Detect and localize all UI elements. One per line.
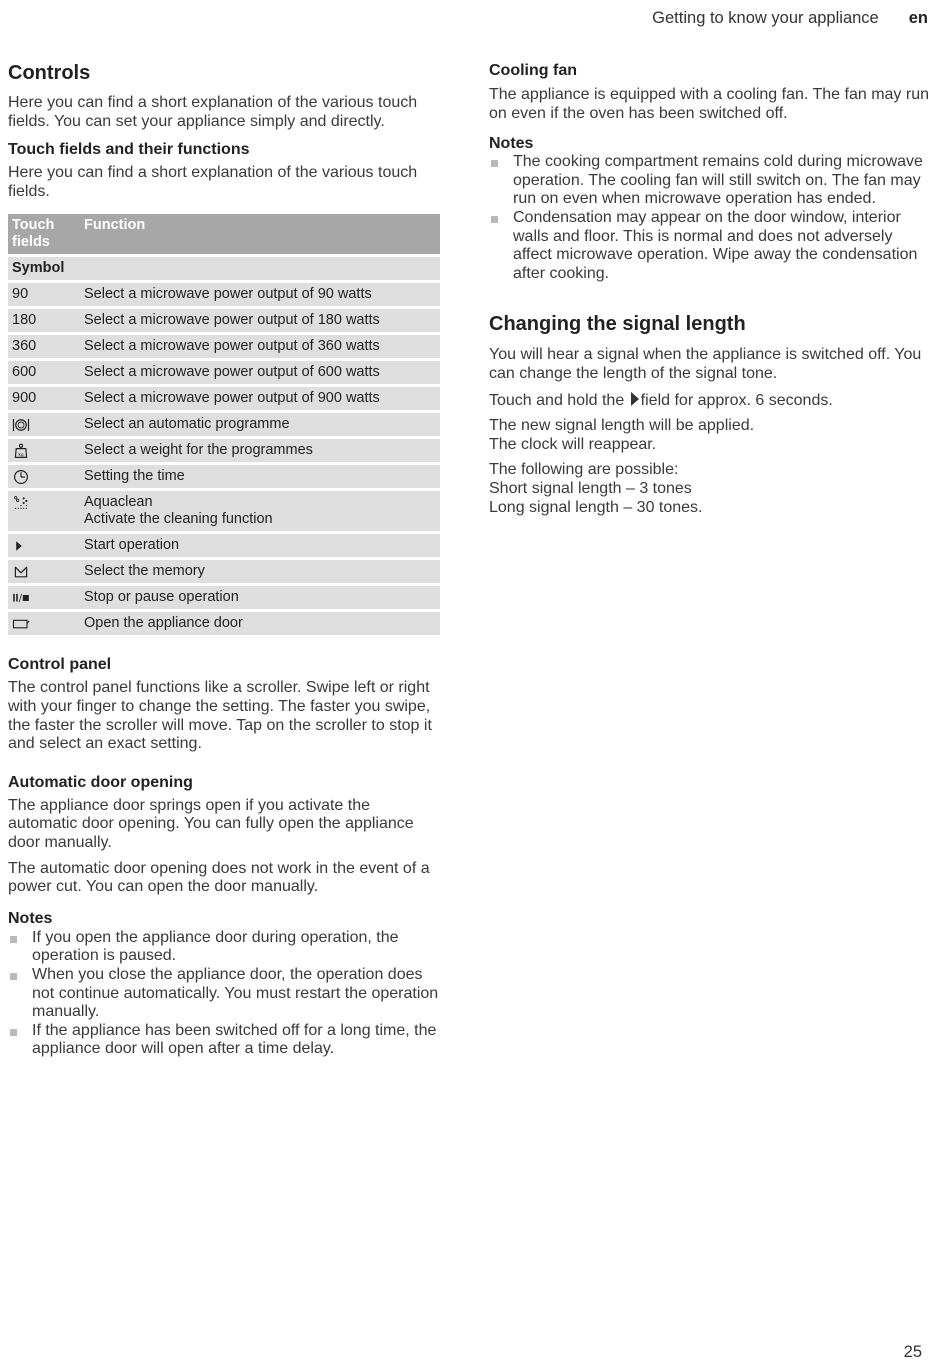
controls-intro: Here you can find a short explanation of the various touch fields. You can set your appliance simply and directly. [8,94,418,130]
touch-fields-intro: Here you can find a short explanation of the various touch fields. [8,164,418,200]
controls-title: Controls [8,62,91,84]
start-icon [12,538,30,554]
signal-text-3: The new signal length will be applied. The clock will reappear. [489,417,755,453]
table-row [8,491,440,531]
function-text: Select an automatic programme [80,413,440,436]
signal-text-2: Touch and hold the field for approx. 6 seconds. [489,391,833,409]
list-item: The cooking compartment remains cold during microwave operation. The cooling fan will still switch on. The fan may run on even when microwave operation has ended. [489,153,929,209]
touch-fields-table [8,211,440,638]
header-language: en [908,9,928,27]
symbol-900: 900 [8,387,80,410]
symbol-600: 600 [8,361,80,384]
table-row [8,387,440,410]
table-row [8,309,440,332]
table-row [8,439,440,462]
signal-text-4: The following are possible: Short signal length – 3 tones Long signal length – 30 tones. [489,461,703,516]
col-function: Function [80,214,440,254]
right-column [489,60,929,527]
table-row [8,413,440,436]
col-touch-fields: Touch fields [8,214,80,254]
function-text: Open the appliance door [80,612,440,635]
function-text: Aquaclean [84,494,153,511]
table-row [8,361,440,384]
function-text: Select a microwave power output of 900 watts [80,387,440,410]
touch-fields-title: Touch fields and their functions [8,141,250,159]
function-text: Select a microwave power output of 360 watts [80,335,440,358]
function-text: Select a microwave power output of 90 watts [80,283,440,306]
memory-icon [12,564,30,580]
stop-pause-icon [12,590,30,606]
signal-text-1: You will hear a signal when the appliance is switched off. You can change the length of the signal tone. [489,346,922,382]
signal-length-title: Changing the signal length [489,313,746,336]
table-row [8,560,440,583]
symbol-label: Symbol [8,257,80,280]
function-text: Stop or pause operation [80,586,440,609]
function-text: Select a weight for the programmes [80,439,440,462]
list-item: Condensation may appear on the door window, interior walls and floor. This is normal and does not adversely affect microwave operation. Wipe away the condensation after cooking. [489,209,929,283]
left-notes-title: Notes [8,909,53,927]
left-column [8,60,440,1059]
control-panel-title: Control panel [8,656,112,674]
table-header-row [8,214,440,254]
aquaclean-icon [12,495,30,511]
automatic-programme-icon [12,417,30,433]
list-item: If you open the appliance door during operation, the operation is paused. [8,929,440,966]
table-row [8,612,440,635]
page-header [652,9,928,28]
right-notes-list [489,153,929,283]
list-item: If the appliance has been switched off for a long time, the appliance door will open after a time delay. [8,1022,440,1059]
table-row [8,283,440,306]
function-text: Setting the time [80,465,440,488]
cooling-fan-text: The appliance is equipped with a cooling fan. The fan may run on even if the oven has been switched off. [489,86,929,122]
table-row [8,534,440,557]
cooling-fan-title: Cooling fan [489,62,577,79]
right-notes-title: Notes [489,135,534,153]
function-text: Select the memory [80,560,440,583]
symbol-180: 180 [8,309,80,332]
start-icon [631,392,639,406]
symbol-row [8,257,440,280]
function-text-secondary: Activate the cleaning function [84,511,273,528]
auto-door-text-2: The automatic door opening does not work in the event of a power cut. You can open the door manually. [8,859,430,896]
table-row [8,335,440,358]
clock-icon [12,469,30,485]
auto-door-text-1: The appliance door springs open if you activate the automatic door opening. You can fully open the appliance door manually. [8,796,414,851]
auto-door-title: Automatic door opening [8,773,193,791]
symbol-360: 360 [8,335,80,358]
table-row [8,465,440,488]
door-open-icon [12,616,30,632]
page-number: 25 [903,1343,922,1361]
control-panel-text: The control panel functions like a scroller. Swipe left or right with your finger to change the setting. The faster you swipe, the faster the scroller will move. Tap on the scroller to stop it and select an exact setting. [8,679,432,753]
header-section: Getting to know your appliance [652,9,879,27]
function-text: Start operation [80,534,440,557]
symbol-90: 90 [8,283,80,306]
weight-icon [12,443,30,459]
table-row [8,586,440,609]
list-item: When you close the appliance door, the operation does not continue automatically. You must restart the operation manually. [8,966,440,1022]
svg-text:kg: kg [18,452,24,458]
function-text: Select a microwave power output of 180 watts [80,309,440,332]
function-text: Select a microwave power output of 600 watts [80,361,440,384]
left-notes-list [8,929,440,1059]
